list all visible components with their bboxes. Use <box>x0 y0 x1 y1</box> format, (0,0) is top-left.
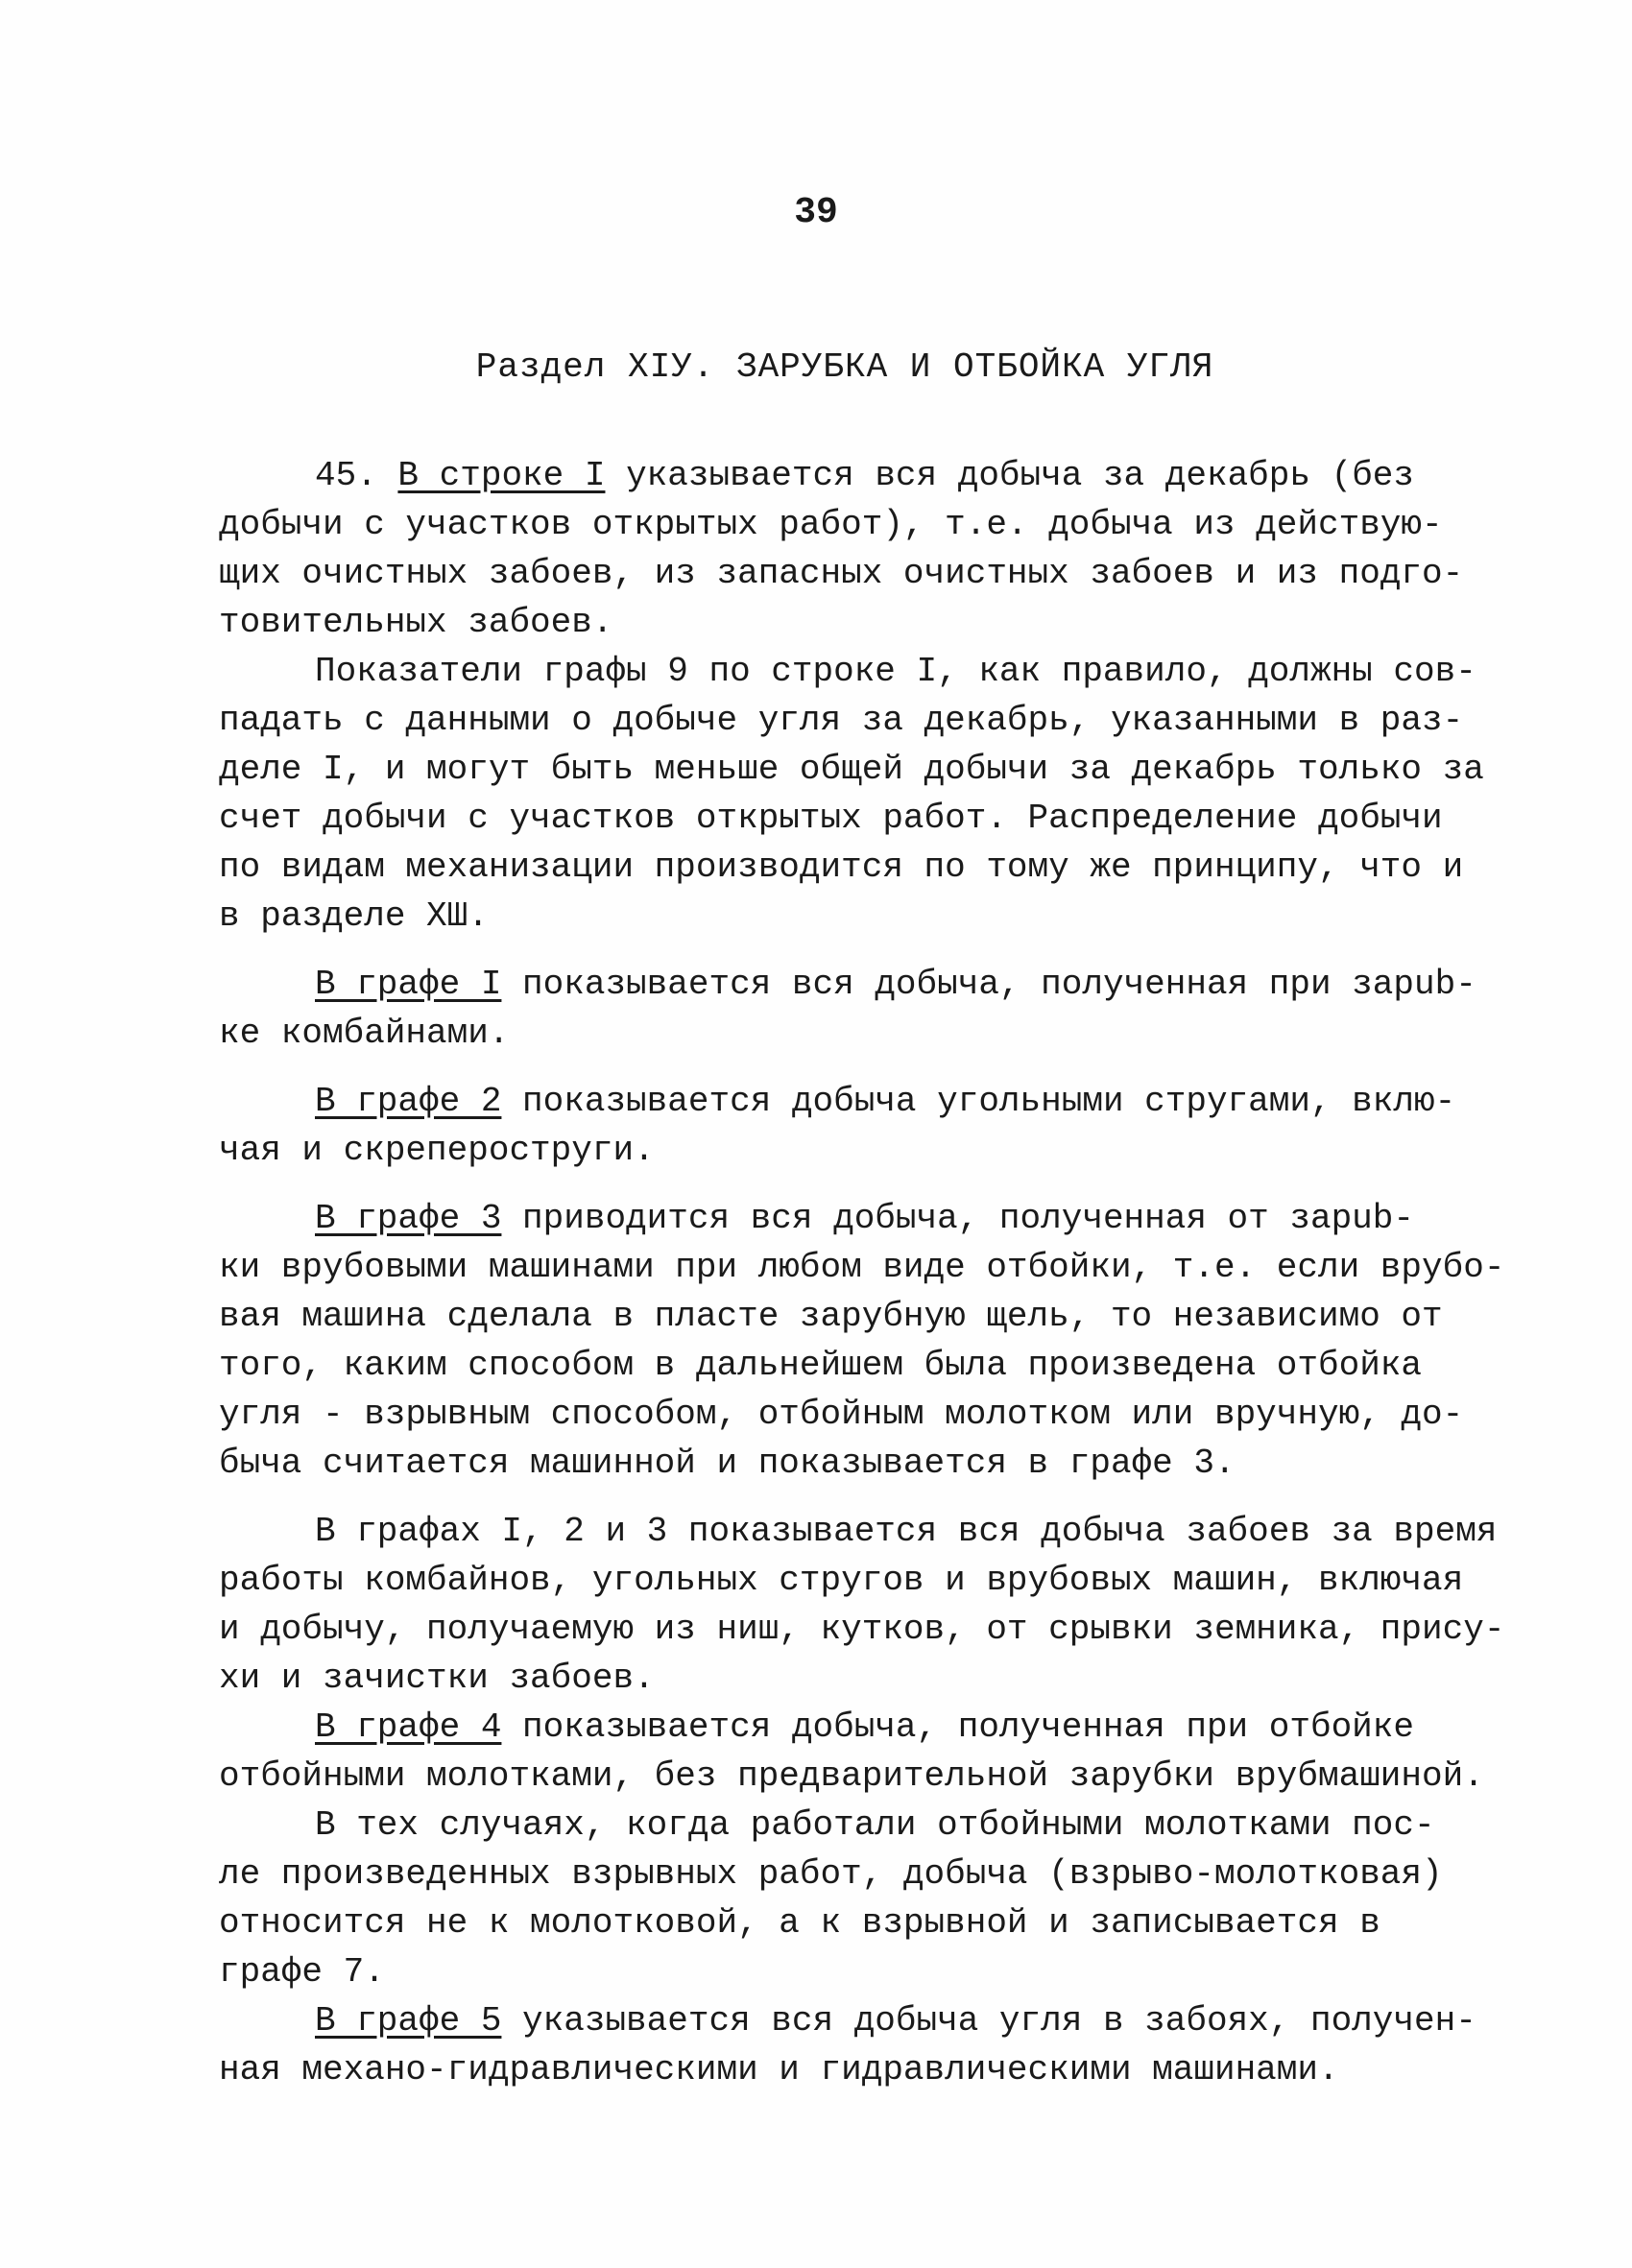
text-span: в разделе ХШ. <box>219 896 489 936</box>
text-line <box>219 647 1476 696</box>
text-span: указывается вся добыча за декабрь (без <box>605 456 1415 495</box>
text-line <box>219 892 1467 941</box>
text-line <box>219 1439 1467 1488</box>
underlined-reference: В графе 3 <box>315 1199 502 1238</box>
text-span: 45. <box>315 456 398 495</box>
text-span: относится не к молотковой, а к взрывной и записывается в <box>219 1903 1380 1943</box>
section-title: Раздел XIУ. ЗАРУБКА И ОТБОЙКА УГЛЯ <box>475 347 1214 387</box>
text-span: падать с данными о добыче угля за декабрь, указанными в раз- <box>219 701 1464 740</box>
text-span: ки врубовыми машинами при любом виде отбойки, т.е. если врубо- <box>219 1248 1505 1287</box>
body-text <box>219 451 1505 2094</box>
text-line <box>219 1077 1467 1126</box>
underlined-reference: В строке I <box>397 456 606 495</box>
text-span: того, каким способом в дальнейшем была произведена отбойка <box>219 1346 1423 1385</box>
text-span: указывается вся добыча угля в забоях, получен- <box>501 2001 1476 2041</box>
text-line <box>219 1752 1484 1801</box>
text-line <box>219 1947 1467 1996</box>
text-line <box>219 500 1467 549</box>
text-span: показывается добыча, полученная при отбойке <box>501 1707 1414 1747</box>
text-span: графе 7. <box>219 1952 385 1992</box>
text-span: щих очистных забоев, из запасных очистных забоев и из подго- <box>219 554 1464 593</box>
text-line <box>219 1654 1467 1703</box>
text-span: товительных забоев. <box>219 603 613 642</box>
text-line <box>219 1390 1467 1439</box>
text-line <box>219 1801 1467 1850</box>
text-line <box>219 843 1467 892</box>
text-span: быча считается машинной и показывается в графе 3. <box>219 1444 1236 1483</box>
text-line <box>219 1703 1467 1752</box>
text-span: приводится вся добыча, полученная от зарub- <box>501 1199 1414 1238</box>
text-line <box>219 451 1467 500</box>
underlined-reference: В графе 2 <box>315 1082 502 1121</box>
text-span: и добычу, получаемую из ниш, кутков, от срывки земника, прису- <box>219 1610 1505 1649</box>
text-line <box>219 1850 1467 1898</box>
text-line <box>219 1194 1467 1243</box>
text-span: работы комбайнов, угольных стругов и врубовых машин, включая <box>219 1561 1464 1600</box>
text-line <box>219 1243 1505 1292</box>
text-span: ная механо-гидравлическими и гидравлическими машинами. <box>219 2050 1339 2089</box>
text-line <box>219 2045 1467 2094</box>
text-span: показывается вся добыча, полученная при зарub- <box>501 965 1476 1004</box>
text-line <box>219 960 1476 1009</box>
text-span: ке комбайнами. <box>219 1014 510 1053</box>
text-span: ле произведенных взрывных работ, добыча (взрыво-молотковая) <box>219 1854 1443 1894</box>
text-span: счет добычи с участков открытых работ. Распределение добычи <box>219 799 1443 838</box>
text-line <box>219 696 1467 745</box>
text-span: показывается добыча угольными стругами, вклю- <box>501 1082 1456 1121</box>
text-line <box>219 1507 1498 1556</box>
text-span: вая машина сделала в пласте зарубную щель, то независимо от <box>219 1297 1443 1336</box>
text-span: добычи с участков открытых работ), т.е. добыча из действую- <box>219 505 1443 544</box>
text-line <box>219 1898 1467 1947</box>
text-line <box>219 549 1467 598</box>
text-line <box>219 1556 1467 1605</box>
text-line <box>219 598 1467 647</box>
text-line <box>219 745 1484 794</box>
text-line <box>219 1126 1467 1175</box>
text-line <box>219 794 1467 843</box>
underlined-reference: В графе 4 <box>315 1707 502 1747</box>
text-line <box>219 1605 1505 1654</box>
underlined-reference: В графе I <box>315 965 502 1004</box>
text-span: чая и скрепероструги. <box>219 1131 655 1170</box>
text-line <box>219 1009 1467 1058</box>
text-line <box>219 1292 1467 1341</box>
text-span: отбойными молотками, без предварительной зарубки врубмашиной. <box>219 1756 1484 1796</box>
text-span: угля - взрывным способом, отбойным молотком или вручную, до- <box>219 1395 1464 1434</box>
underlined-reference: В графе 5 <box>315 2001 502 2041</box>
text-span: В тех случаях, когда работали отбойными молотками пос- <box>315 1805 1435 1845</box>
text-line <box>219 1996 1476 2045</box>
text-span: хи и зачистки забоев. <box>219 1659 655 1698</box>
text-span: В графах I, 2 и 3 показывается вся добыча забоев за время <box>315 1512 1498 1551</box>
text-span: деле I, и могут быть меньше общей добычи за декабрь только за <box>219 750 1484 789</box>
text-span: по видам механизации производится по тому же принципу, что и <box>219 848 1464 887</box>
page-number: 39 <box>794 192 838 233</box>
text-span: Показатели графы 9 по строке I, как правило, должны сов- <box>315 652 1476 691</box>
text-line <box>219 1341 1467 1390</box>
